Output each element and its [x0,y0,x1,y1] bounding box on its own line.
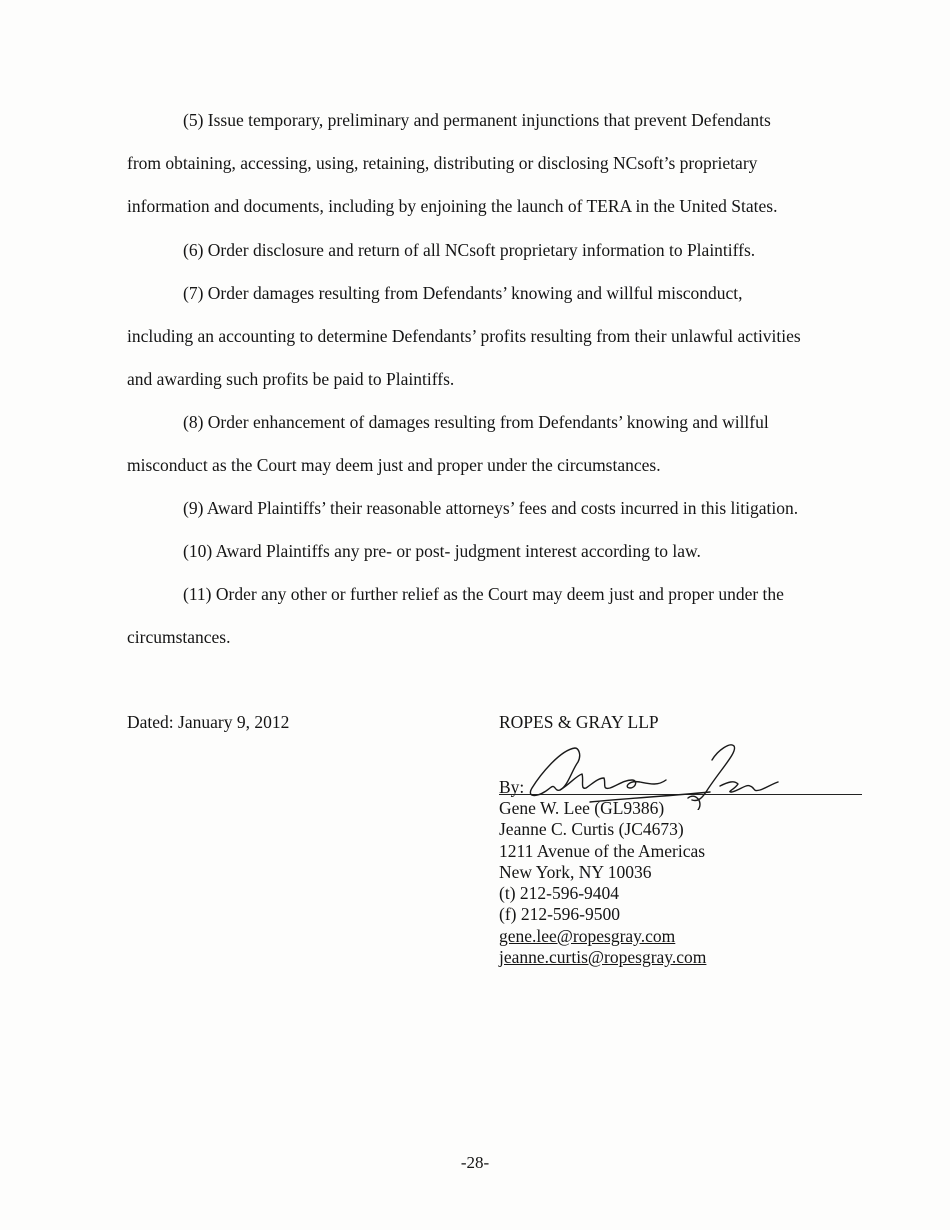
attorney-contact-block [499,798,706,968]
city-state-zip: New York, NY 10036 [499,861,652,882]
street-address: 1211 Avenue of the Americas [499,840,706,861]
telephone: (t) 212-596-9404 [499,883,620,904]
fax: (f) 212-596-9500 [499,904,621,925]
paragraph-line: (11) Order any other or further relief as the Court may deem just and proper under the [183,584,784,604]
paragraph-line: from obtaining, accessing, using, retaining, distributing or disclosing NCsoft’s proprietary [127,153,758,173]
paragraph-8 [127,401,852,487]
by-label: By: [499,777,525,797]
paragraph-9 [127,487,852,530]
email-link-jeanne-curtis[interactable]: jeanne.curtis@ropesgray.com [499,947,707,968]
dated-line: Dated: January 9, 2012 [127,712,290,732]
paragraph-line: (8) Order enhancement of damages resulting from Defendants’ knowing and willful [183,412,769,432]
paragraph-line: (10) Award Plaintiffs any pre- or post- judgment interest according to law. [183,541,701,561]
paragraph-5 [127,99,852,228]
paragraph-line: circumstances. [127,627,231,647]
attorney-name-1: Gene W. Lee (GL9386) [499,798,665,818]
email-link-gene-lee[interactable]: gene.lee@ropesgray.com [499,925,676,946]
paragraph-line: (6) Order disclosure and return of all NCsoft proprietary information to Plaintiffs. [183,240,756,260]
paragraph-10 [127,530,852,573]
paragraph-line: and awarding such profits be paid to Plaintiffs. [127,369,455,389]
paragraph-line: misconduct as the Court may deem just and proper under the circumstances. [127,455,661,475]
paragraph-line: information and documents, including by enjoining the launch of TERA in the United States. [127,196,778,216]
paragraph-line: (7) Order damages resulting from Defendants’ knowing and willful misconduct, [183,283,743,303]
paragraph-line: (9) Award Plaintiffs’ their reasonable attorneys’ fees and costs incurred in this litigation. [183,498,799,518]
page-number: -28- [460,1153,490,1172]
paragraph-7 [127,272,852,401]
firm-name: ROPES & GRAY LLP [499,712,659,732]
paragraph-line: including an accounting to determine Defendants’ profits resulting from their unlawful activities [127,326,801,346]
attorney-name-2: Jeanne C. Curtis (JC4673) [499,819,684,840]
paragraph-6 [127,229,852,272]
paragraph-11 [127,573,852,659]
paragraph-line: (5) Issue temporary, preliminary and permanent injunctions that prevent Defendants [183,110,771,130]
